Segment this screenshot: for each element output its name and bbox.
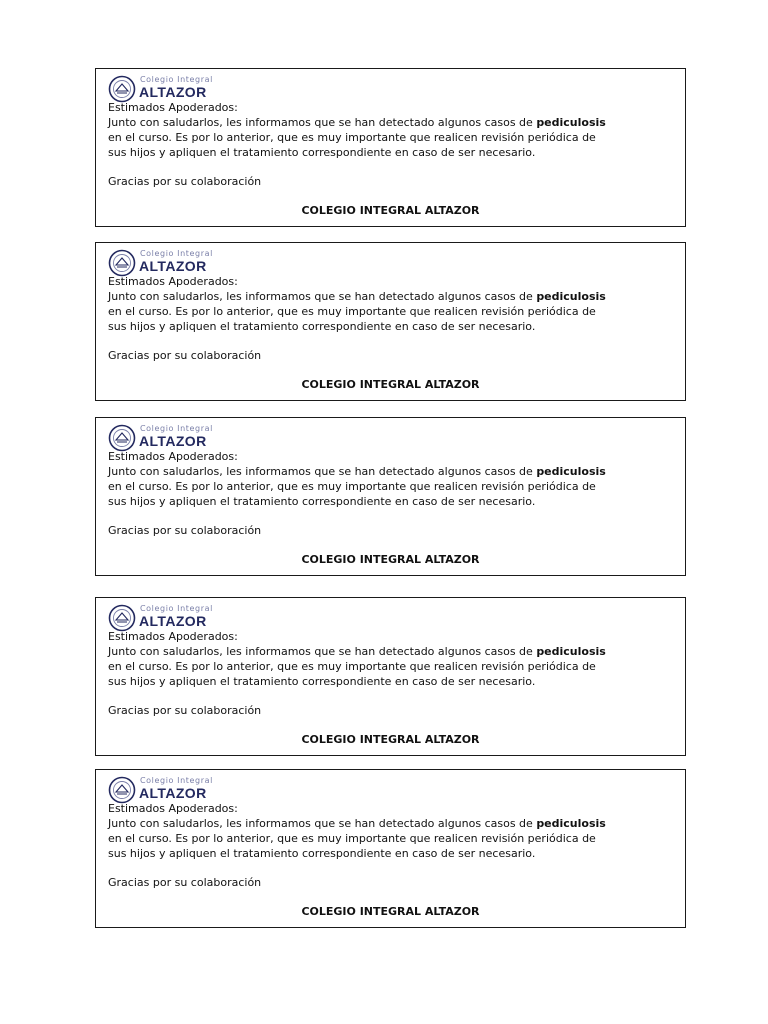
body-line-2: en el curso. Es por lo anterior, que es muy importante que realicen revisión periódica de	[108, 832, 596, 845]
greeting: Estimados Apoderados:	[108, 802, 238, 815]
notice-card-4	[95, 597, 686, 756]
signature: COLEGIO INTEGRAL ALTAZOR	[301, 733, 480, 746]
body-line-1	[108, 644, 678, 659]
thanks-text: Gracias por su colaboración	[108, 349, 262, 362]
highlight-word: pediculosis	[536, 116, 606, 129]
school-seal-icon	[108, 776, 136, 804]
logo-subtitle: Colegio Integral	[140, 776, 213, 785]
notice-body	[108, 801, 678, 861]
body-line-1-text: Junto con saludarlos, les informamos que se han detectado algunos casos de	[108, 465, 537, 478]
school-seal-icon	[108, 75, 136, 103]
signature: COLEGIO INTEGRAL ALTAZOR	[301, 905, 480, 918]
logo-subtitle: Colegio Integral	[140, 75, 213, 84]
body-line-3: sus hijos y apliquen el tratamiento correspondiente en caso de ser necesario.	[108, 675, 536, 688]
notice-body	[108, 449, 678, 509]
signature: COLEGIO INTEGRAL ALTAZOR	[301, 204, 480, 217]
thanks-text: Gracias por su colaboración	[108, 175, 262, 188]
thanks-text: Gracias por su colaboración	[108, 704, 262, 717]
body-line-2: en el curso. Es por lo anterior, que es muy importante que realicen revisión periódica de	[108, 131, 596, 144]
highlight-word: pediculosis	[536, 290, 606, 303]
notice-body	[108, 274, 678, 334]
notice-body	[108, 100, 678, 160]
logo-title: ALTAZOR	[139, 433, 207, 449]
signature: COLEGIO INTEGRAL ALTAZOR	[301, 378, 480, 391]
body-line-2: en el curso. Es por lo anterior, que es muy importante que realicen revisión periódica de	[108, 305, 596, 318]
highlight-word: pediculosis	[536, 465, 606, 478]
body-line-1	[108, 464, 678, 479]
school-logo	[108, 422, 248, 452]
school-seal-icon	[108, 604, 136, 632]
notice-card-3	[95, 417, 686, 576]
school-logo	[108, 247, 248, 277]
body-line-1-text: Junto con saludarlos, les informamos que se han detectado algunos casos de	[108, 116, 537, 129]
school-seal-icon	[108, 249, 136, 277]
body-line-2: en el curso. Es por lo anterior, que es muy importante que realicen revisión periódica de	[108, 480, 596, 493]
logo-subtitle: Colegio Integral	[140, 249, 213, 258]
notice-body	[108, 629, 678, 689]
logo-subtitle: Colegio Integral	[140, 424, 213, 433]
body-line-1-text: Junto con saludarlos, les informamos que se han detectado algunos casos de	[108, 817, 537, 830]
logo-title: ALTAZOR	[139, 613, 207, 629]
school-logo	[108, 602, 248, 632]
body-line-2: en el curso. Es por lo anterior, que es muy importante que realicen revisión periódica de	[108, 660, 596, 673]
notice-card-5	[95, 769, 686, 928]
thanks-text: Gracias por su colaboración	[108, 524, 262, 537]
greeting: Estimados Apoderados:	[108, 275, 238, 288]
greeting: Estimados Apoderados:	[108, 450, 238, 463]
body-line-3: sus hijos y apliquen el tratamiento correspondiente en caso de ser necesario.	[108, 320, 536, 333]
greeting: Estimados Apoderados:	[108, 630, 238, 643]
thanks-text: Gracias por su colaboración	[108, 876, 262, 889]
school-logo	[108, 73, 248, 103]
body-line-1	[108, 816, 678, 831]
highlight-word: pediculosis	[536, 817, 606, 830]
logo-title: ALTAZOR	[139, 785, 207, 801]
body-line-3: sus hijos y apliquen el tratamiento correspondiente en caso de ser necesario.	[108, 847, 536, 860]
body-line-1	[108, 289, 678, 304]
body-line-3: sus hijos y apliquen el tratamiento correspondiente en caso de ser necesario.	[108, 495, 536, 508]
signature: COLEGIO INTEGRAL ALTAZOR	[301, 553, 480, 566]
body-line-1-text: Junto con saludarlos, les informamos que se han detectado algunos casos de	[108, 290, 537, 303]
body-line-1	[108, 115, 678, 130]
logo-title: ALTAZOR	[139, 258, 207, 274]
logo-subtitle: Colegio Integral	[140, 604, 213, 613]
body-line-3: sus hijos y apliquen el tratamiento correspondiente en caso de ser necesario.	[108, 146, 536, 159]
greeting: Estimados Apoderados:	[108, 101, 238, 114]
school-logo	[108, 774, 248, 804]
school-seal-icon	[108, 424, 136, 452]
logo-title: ALTAZOR	[139, 84, 207, 100]
notice-card-1	[95, 68, 686, 227]
highlight-word: pediculosis	[536, 645, 606, 658]
body-line-1-text: Junto con saludarlos, les informamos que se han detectado algunos casos de	[108, 645, 537, 658]
notice-card-2	[95, 242, 686, 401]
